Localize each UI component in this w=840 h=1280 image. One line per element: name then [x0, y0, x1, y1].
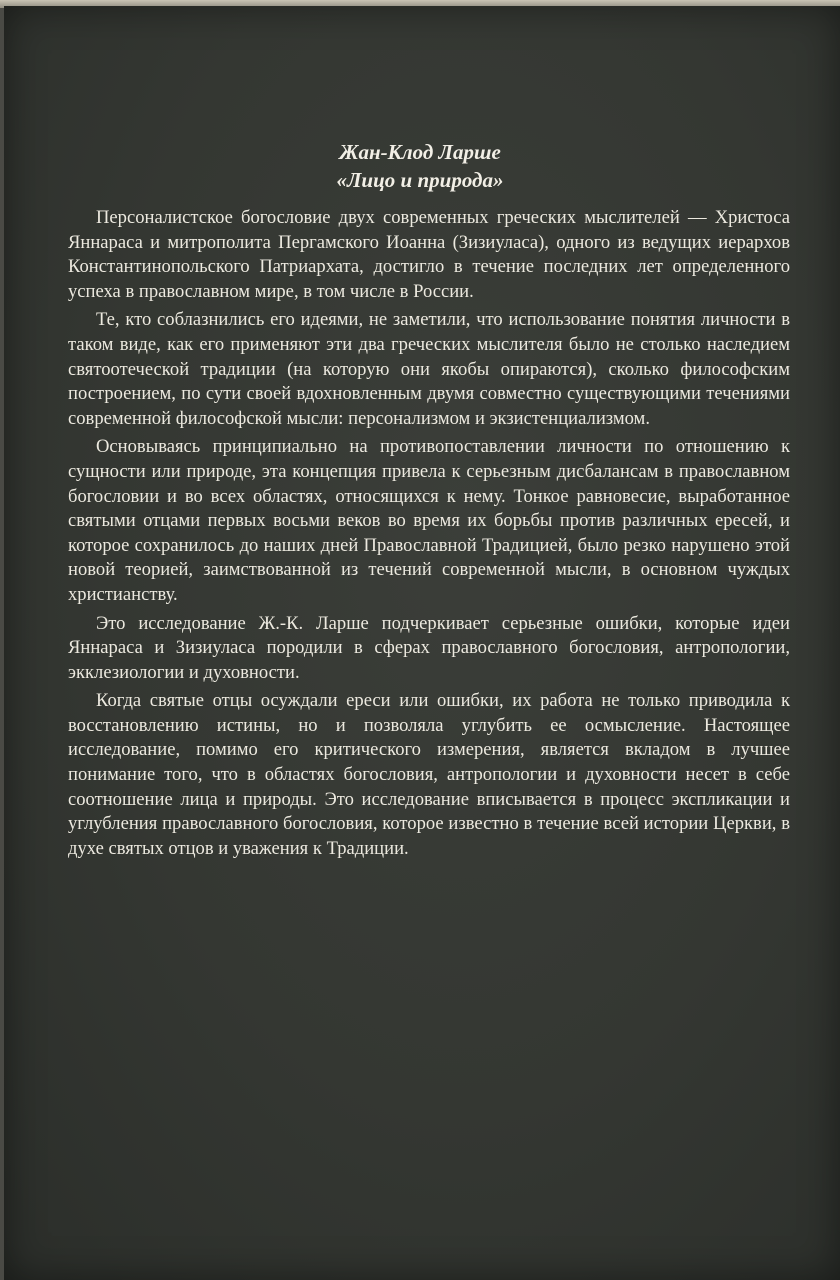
paragraph: Основываясь принципиально на противопоставлении личности по отношению к сущности или природе, эта концепция привела к серьезным дисбалансам в православном богословии и во всех областях, относящихся к нему. Тонкое равновесие, выработанное святыми отцами первых восьми веков во время их борьбы против различных ересей, и которое сохранилось до наших дней Православной Традицией, было резко нарушено этой новой теорией, заимствованной из течений современной мысли, в основном чуждых христианству. [68, 436, 790, 605]
annotation-text [68, 206, 790, 865]
book-title: «Лицо и природа» [336, 168, 504, 192]
cover-header [0, 138, 840, 194]
paragraph: Персоналистское богословие двух современных греческих мыслителей — Христоса Яннараса и митрополита Пергамского Иоанна (Зизиуласа), одного из ведущих иерархов Константинопольского Патриархата, достигло в течение последних лет определенного успеха в православном мире, в том числе в России. [68, 207, 790, 302]
author-name: Жан-Клод Ларше [339, 140, 501, 164]
paragraph: Те, кто соблазнились его идеями, не заметили, что использование понятия личности в таком виде, как его применяют эти два греческих мыслителя было не столько наследием святоотеческой традиции (на которую они якобы опираются), сколько философским построением, по сути своей вдохновленным двумя совместно существующими течениями современной философской мысли: персонализмом и экзистенциализмом. [68, 309, 790, 429]
paragraph: Это исследование Ж.-К. Ларше подчеркивает серьезные ошибки, которые идеи Яннараса и Зизиуласа породили в сферах православного богословия, антропологии, экклезиологии и духовности. [68, 612, 790, 683]
paragraph: Когда святые отцы осуждали ереси или ошибки, их работа не только приводила к восстановлению истины, но и позволяла углубить ее осмысление. Настоящее исследование, помимо его критического измерения, является вкладом в лучшее понимание того, что в областях богословия, антропологии и духовности несет в себе соотношение лица и природы. Это исследование вписывается в процесс экспликации и углубления православного богословия, которое известно в течение всей истории Церкви, в духе святых отцов и уважения к Традиции. [68, 690, 790, 859]
